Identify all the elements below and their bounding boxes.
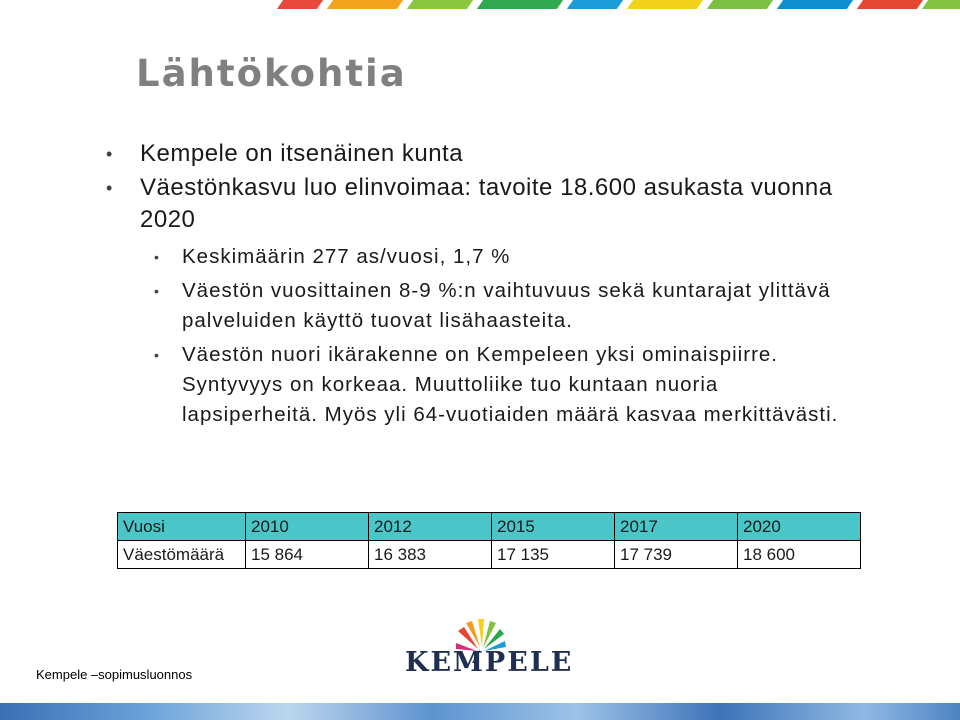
- bullet-item: [104, 138, 844, 170]
- table-cell: 16 383: [369, 541, 492, 569]
- table-header-row: [118, 513, 861, 541]
- table-header-cell: 2012: [369, 513, 492, 541]
- top-decorative-stripe: [0, 0, 960, 9]
- sub-bullet-list: [140, 242, 844, 430]
- sub-bullet-item: [104, 242, 844, 272]
- bullet-text: Kempele on itsenäinen kunta: [140, 140, 464, 167]
- table-cell: 15 864: [246, 541, 369, 569]
- table-header-cell: 2015: [492, 513, 615, 541]
- table-header-cell: 2017: [615, 513, 738, 541]
- slide-title: Lähtökohtia: [136, 52, 407, 95]
- population-table: [117, 512, 861, 569]
- bullet-dot-icon: •: [106, 144, 113, 164]
- table-header-cell: 2020: [738, 513, 861, 541]
- table-header-cell: 2010: [246, 513, 369, 541]
- table-header-cell: Vuosi: [118, 513, 246, 541]
- bottom-decorative-stripe: [0, 703, 960, 720]
- table-row: [118, 541, 861, 569]
- table-cell: Väestömäärä: [118, 541, 246, 569]
- bullet-text: Väestönkasvu luo elinvoimaa: tavoite 18.600 asukasta vuonna 2020: [140, 174, 833, 233]
- sub-bullet-item: [104, 340, 844, 430]
- sub-bullet-text: Väestön nuori ikärakenne on Kempeleen yksi ominaispiirre. Syntyvyys on korkeaa. Muuttoliike tuo kuntaan nuoria lapsiperheitä. Myös yli 64-vuotiaiden määrä kasvaa merkittävästi.: [182, 343, 839, 426]
- kempele-logo-wordmark: KEMPELE: [405, 647, 574, 678]
- bullet-dot-icon: •: [154, 249, 160, 265]
- table-cell: 17 739: [615, 541, 738, 569]
- sub-bullet-text: Väestön vuosittainen 8-9 %:n vaihtuvuus sekä kuntarajat ylittävä palveluiden käyttö tuovat lisähaasteita.: [182, 279, 831, 332]
- sub-bullet-item: [104, 276, 844, 336]
- bullet-dot-icon: •: [154, 347, 160, 363]
- sub-bullet-text: Keskimäärin 277 as/vuosi, 1,7 %: [182, 245, 511, 268]
- bullet-dot-icon: •: [154, 283, 160, 299]
- table-cell: 17 135: [492, 541, 615, 569]
- bullet-item: [104, 172, 844, 430]
- bullet-list: [104, 138, 844, 434]
- footer-text: Kempele –sopimusluonnos: [36, 667, 193, 682]
- table-cell: 18 600: [738, 541, 861, 569]
- bullet-dot-icon: •: [106, 178, 113, 198]
